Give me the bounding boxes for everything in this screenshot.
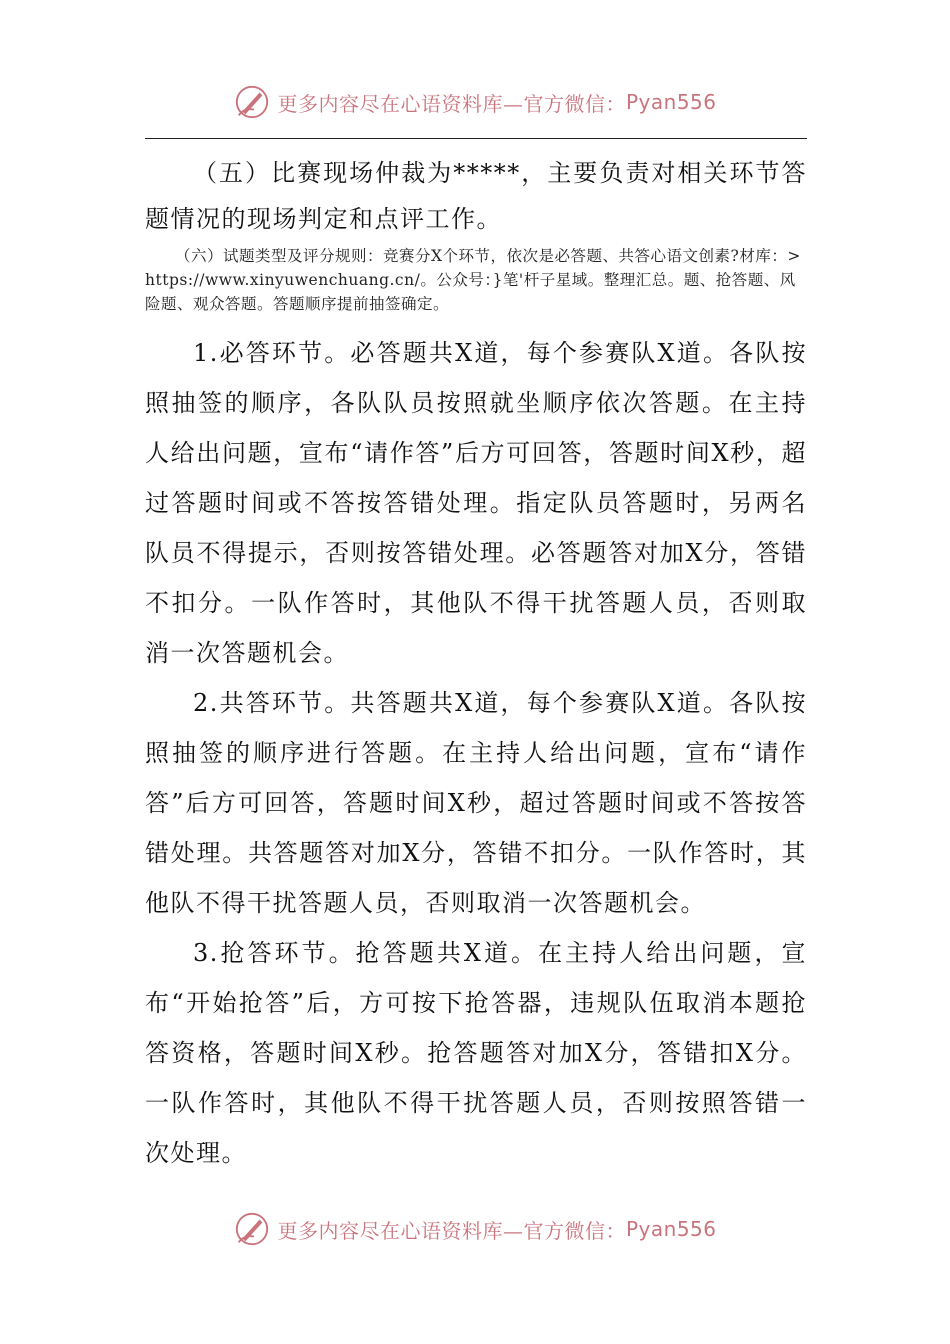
paragraph-shared-round: 2.共答环节。共答题共X道，每个参赛队X道。各队按照抽签的顺序进行答题。在主持人给出问题，宣布“请作答”后方可回答，答题时间X秒，超过答题时间或不答按答错处理。共答题答对加X分，答错不扣分。一队作答时，其他队不得干扰答题人员，否则取消一次答题机会。 <box>145 689 807 917</box>
pen-logo-icon <box>233 1210 271 1248</box>
paragraph-buzzer-round: 3.抢答环节。抢答题共X道。在主持人给出问题，宣布“开始抢答”后，方可按下抢答器，违规队伍取消本题抢答资格，答题时间X秒。抢答题答对加X分，答错扣X分。一队作答时，其他队不得干扰答题人员，否则按照答错一次处理。 <box>145 939 807 1167</box>
paragraph-question-types: （六）试题类型及评分规则：竞赛分X个环节，依次是必答题、共答心语文创素?材库：>https://www.xinyuwenchuang.cn/。公众号：}笔'杆子星域。整理汇总。题、抢答题、风险题、观众答题。答题顺序提前抽签确定。 <box>145 247 801 313</box>
banner-wechat-id: Pyan556 <box>625 90 717 114</box>
header-banner <box>0 80 950 124</box>
paragraph-required-round: 1.必答环节。必答题共X道，每个参赛队X道。各队按照抽签的顺序，各队队员按照就坐顺序依次答题。在主持人给出问题，宣布“请作答”后方可回答，答题时间X秒，超过答题时间或不答按答错处理。指定队员答题时，另两名队员不得提示，否则按答错处理。必答题答对加X分，答错不扣分。一队作答时，其他队不得干扰答题人员，否则取消一次答题机会。 <box>145 339 807 667</box>
document-body <box>145 150 807 1178</box>
footer-banner <box>0 1207 950 1251</box>
header-divider <box>145 138 807 139</box>
banner-text: 更多内容尽在心语资料库—官方微信： <box>277 91 626 116</box>
banner-wechat-id: Pyan556 <box>625 1217 717 1241</box>
pen-logo-icon <box>233 83 271 121</box>
banner-text: 更多内容尽在心语资料库—官方微信： <box>277 1218 626 1243</box>
paragraph-arbitration: （五）比赛现场仲裁为*****，主要负责对相关环节答题情况的现场判定和点评工作。 <box>145 159 807 233</box>
